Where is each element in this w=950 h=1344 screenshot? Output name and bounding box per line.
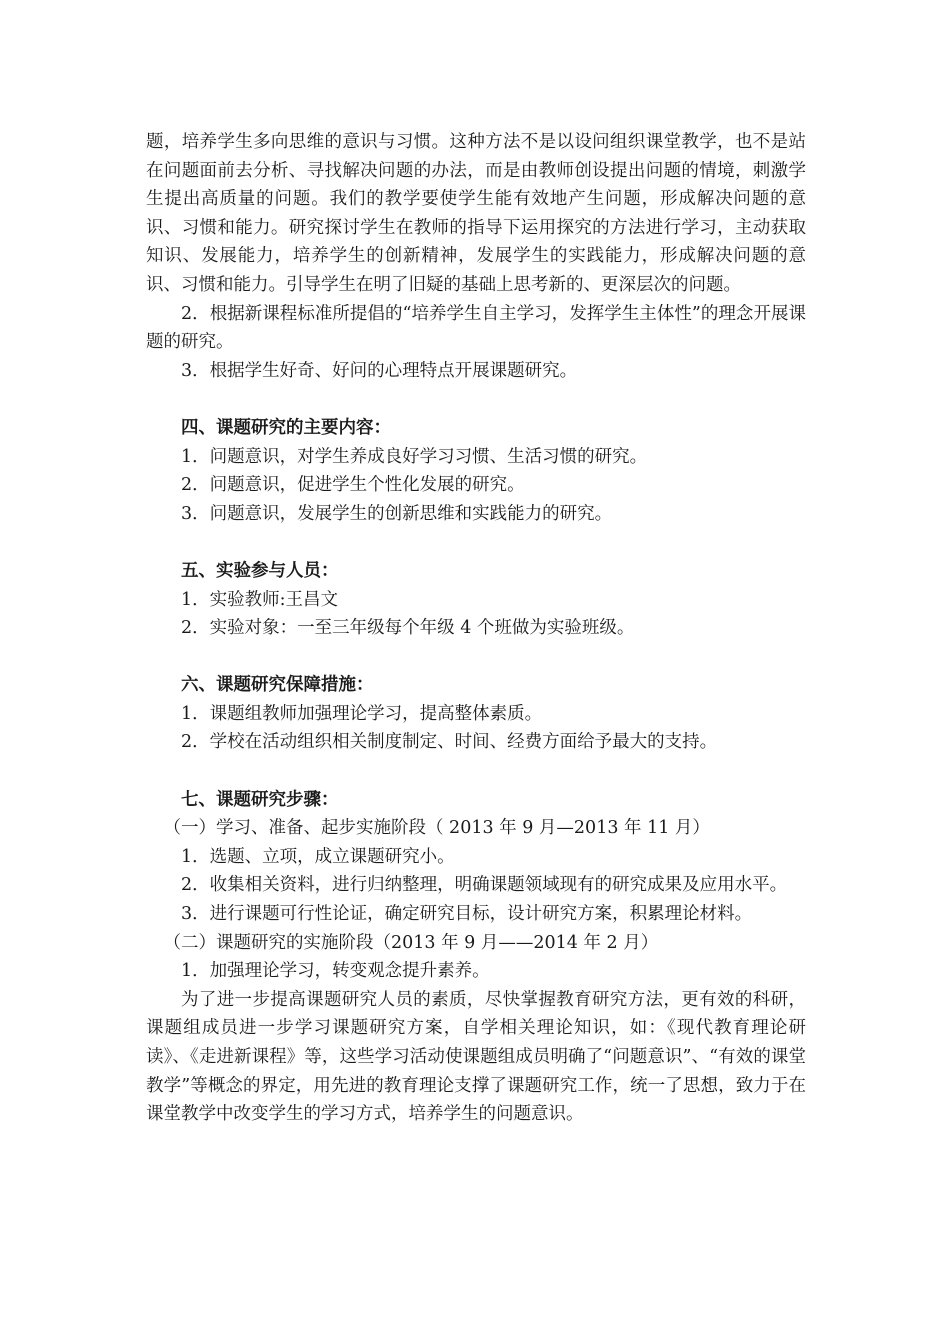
section-5-heading: 五、实验参与人员：	[181, 560, 339, 581]
section-4-item-3: 3．问题意识，发展学生的创新思维和实践能力的研究。	[181, 503, 613, 524]
closing-paragraph: 为了进一步提高课题研究人员的素质，尽快掌握教育研究方法，更有效的科研，课题组成员进一步学习课题研究方案，自学相关理论知识，如：《现代教育理论研读》、《走进新课程》等，这些学习活动使课题组成员明确了“问题意识”、“有效的课堂教学”等概念的界定，用先进的教育理论支撑了课题研究工作，统一了思想，致力于在课堂教学中改变学生的学习方式，培养学生的问题意识。	[146, 989, 806, 1125]
phase-1-title: （一）学习、准备、起步实施阶段（ 2013 年 9 月—2013 年 11 月）	[163, 818, 710, 839]
phase-1-item-2: 2．收集相关资料，进行归纳整理，明确课题领域现有的研究成果及应用水平。	[181, 875, 788, 896]
intro-item-2: 2．根据新课程标准所提倡的“培养学生自主学习，发挥学生主体性”的理念开展课题的研究。	[146, 303, 806, 353]
intro-paragraph: 题，培养学生多向思维的意识与习惯。这种方法不是以设问组织课堂教学，也不是站在问题面前去分析、寻找解决问题的办法，而是由教师创设提出问题的情境，刺激学生提出高质量的问题。我们的教学要使学生能有效地产生问题，形成解决问题的意识、习惯和能力。研究探讨学生在教师的指导下运用探究的方法进行学习，主动获取知识、发展能力，培养学生的创新精神，发展学生的实践能力，形成解决问题的意识、习惯和能力。引导学生在明了旧疑的基础上思考新的、更深层次的问题。	[146, 132, 806, 295]
phase-2-item-1: 1．加强理论学习，转变观念提升素养。	[181, 961, 490, 982]
phase-2-title: （二）课题研究的实施阶段（2013 年 9 月——2014 年 2 月）	[163, 932, 659, 953]
section-7-heading: 七、课题研究步骤：	[181, 789, 339, 810]
intro-item-3: 3．根据学生好奇、好问的心理特点开展课题研究。	[181, 360, 578, 381]
section-4-item-2: 2．问题意识，促进学生个性化发展的研究。	[181, 475, 525, 496]
section-5-item-2: 2．实验对象：一至三年级每个年级 4 个班做为实验班级。	[181, 618, 635, 639]
section-6-item-2: 2．学校在活动组织相关制度制定、时间、经费方面给予最大的支持。	[181, 732, 718, 753]
section-4-heading: 四、课题研究的主要内容：	[181, 417, 391, 438]
section-6-item-1: 1．课题组教师加强理论学习，提高整体素质。	[181, 703, 543, 724]
phase-1-item-3: 3．进行课题可行性论证，确定研究目标，设计研究方案，积累理论材料。	[181, 904, 753, 925]
section-6-heading: 六、课题研究保障措施：	[181, 675, 374, 696]
document-page	[146, 128, 806, 1129]
phase-1-item-1: 1．选题、立项，成立课题研究小。	[181, 846, 455, 867]
section-5-item-1: 1．实验教师:王昌文	[181, 589, 339, 610]
section-4-item-1: 1．问题意识，对学生养成良好学习习惯、生活习惯的研究。	[181, 446, 648, 467]
